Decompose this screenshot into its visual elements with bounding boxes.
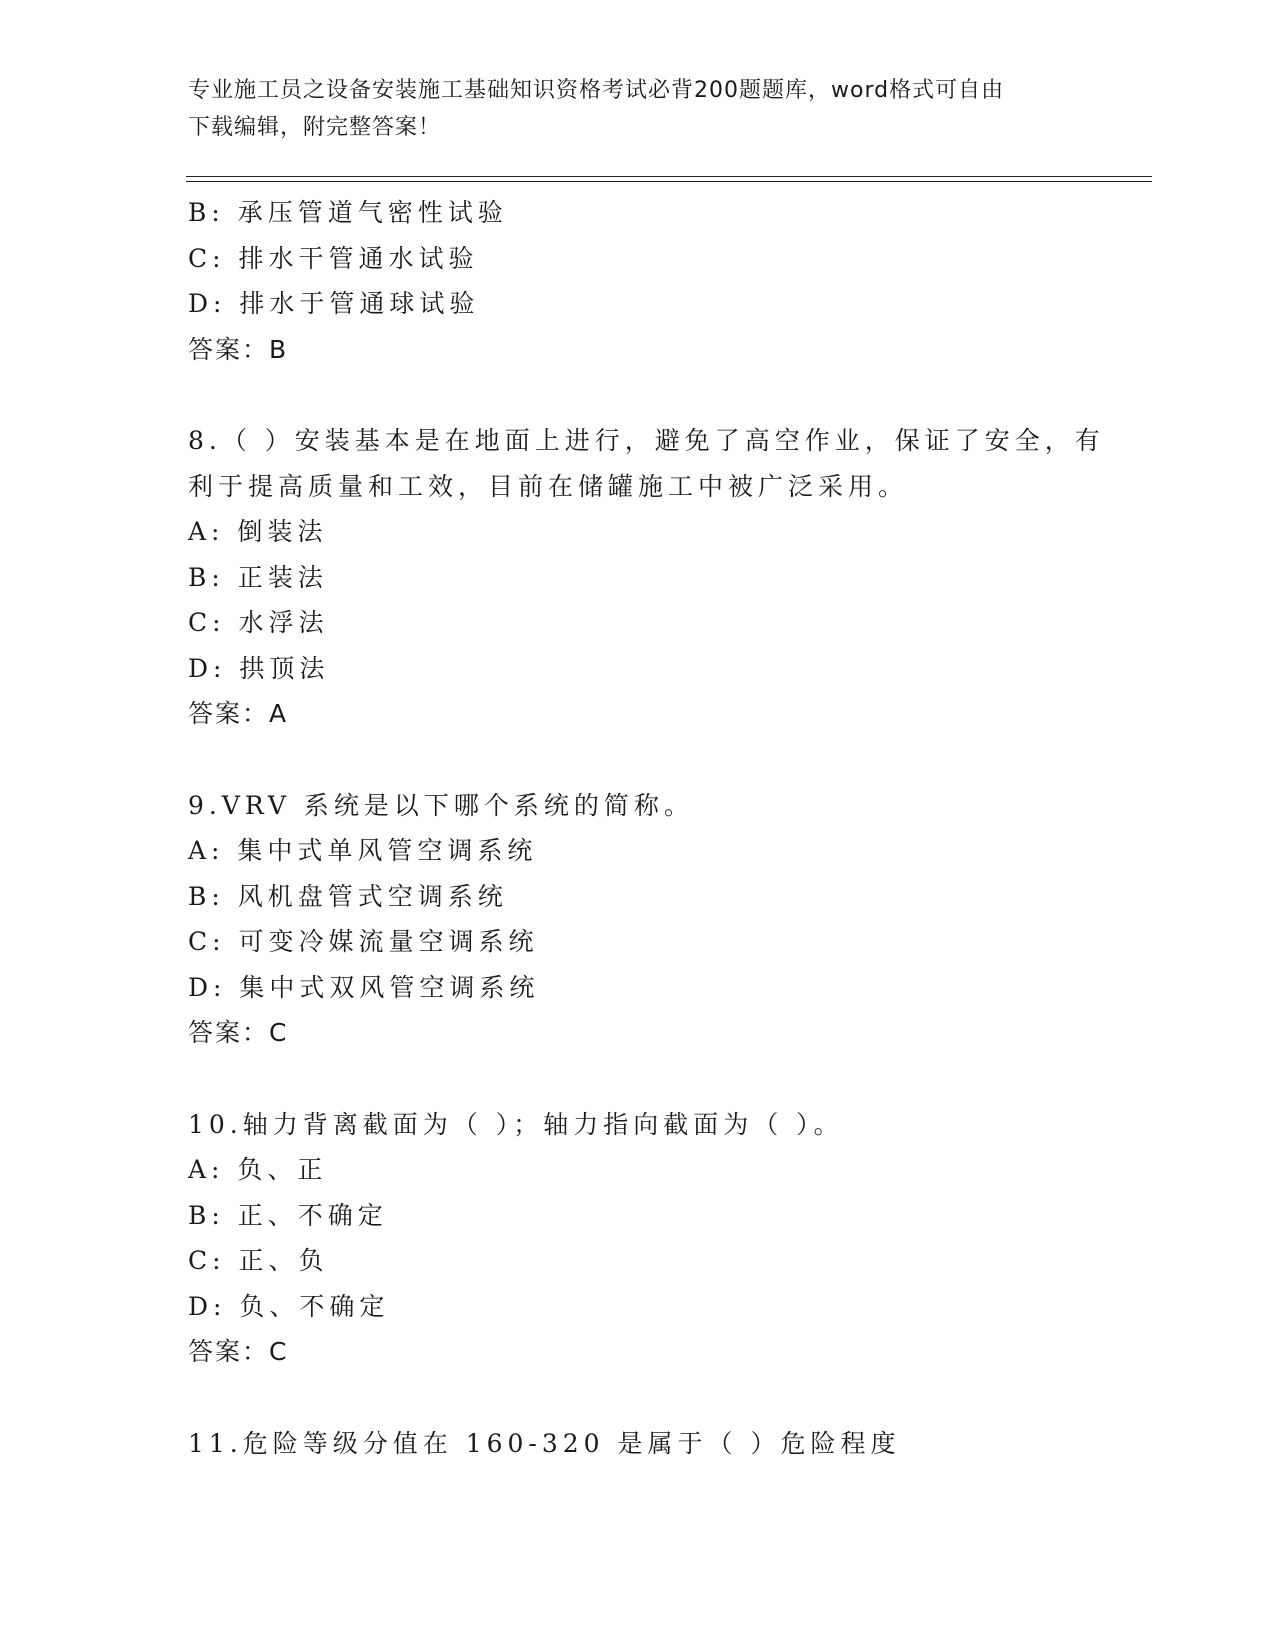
header-rule-top	[186, 176, 1152, 177]
answer-line: 答案：C	[188, 1337, 289, 1366]
answer-line: 答案：B	[188, 334, 289, 364]
option-a: A: 倒装法	[188, 517, 328, 546]
option-d: D: 负、不确定	[188, 1291, 390, 1321]
question-stem: 10.轴力背离截面为（ ）；轴力指向截面为（ ）。	[188, 1109, 844, 1139]
option-c: C: 可变冷媒流量空调系统	[188, 927, 539, 956]
option-c: C: 正、负	[188, 1246, 329, 1275]
header-rule-bottom	[186, 181, 1152, 182]
question-list	[188, 190, 1105, 1466]
answer-line: 答案：C	[188, 1018, 289, 1047]
document-header	[188, 72, 1068, 146]
option-c: C: 水浮法	[188, 608, 329, 637]
option-c: C: 排水干管通水试验	[188, 243, 479, 273]
answer-line: 答案：A	[188, 699, 289, 728]
option-d: D: 排水于管通球试验	[188, 289, 480, 318]
question-stem: 9.VRV 系统是以下哪个系统的简称。	[188, 790, 694, 820]
option-d: D: 集中式双风管空调系统	[188, 972, 540, 1002]
question-stem: 8.（ ）安装基本是在地面上进行，避免了高空作业，保证了安全，有	[188, 426, 1105, 455]
header-line-1: 专业施工员之设备安装施工基础知识资格考试必背200题题库，word格式可自由	[188, 78, 1005, 103]
question-stem: 11.危险等级分值在 160-320 是属于（ ）危险程度	[188, 1428, 901, 1458]
option-b: B: 正、不确定	[188, 1200, 388, 1230]
header-line-2: 下载编辑，附完整答案！	[188, 115, 442, 140]
question-8-block	[188, 418, 1105, 737]
option-a: A: 集中式单风管空调系统	[188, 836, 538, 865]
question-7-block	[188, 190, 1088, 372]
question-9-block	[188, 783, 1088, 1056]
question-stem: 利于提高质量和工效，目前在储罐施工中被广泛采用。	[188, 471, 909, 501]
option-b: B: 正装法	[188, 562, 328, 592]
question-10-block	[188, 1102, 1088, 1375]
option-a: A: 负、正	[188, 1155, 328, 1184]
option-d: D: 拱顶法	[188, 653, 330, 683]
option-b: B: 风机盘管式空调系统	[188, 881, 508, 911]
option-b: B: 承压管道气密性试验	[188, 198, 508, 227]
question-11-block	[188, 1421, 1088, 1467]
